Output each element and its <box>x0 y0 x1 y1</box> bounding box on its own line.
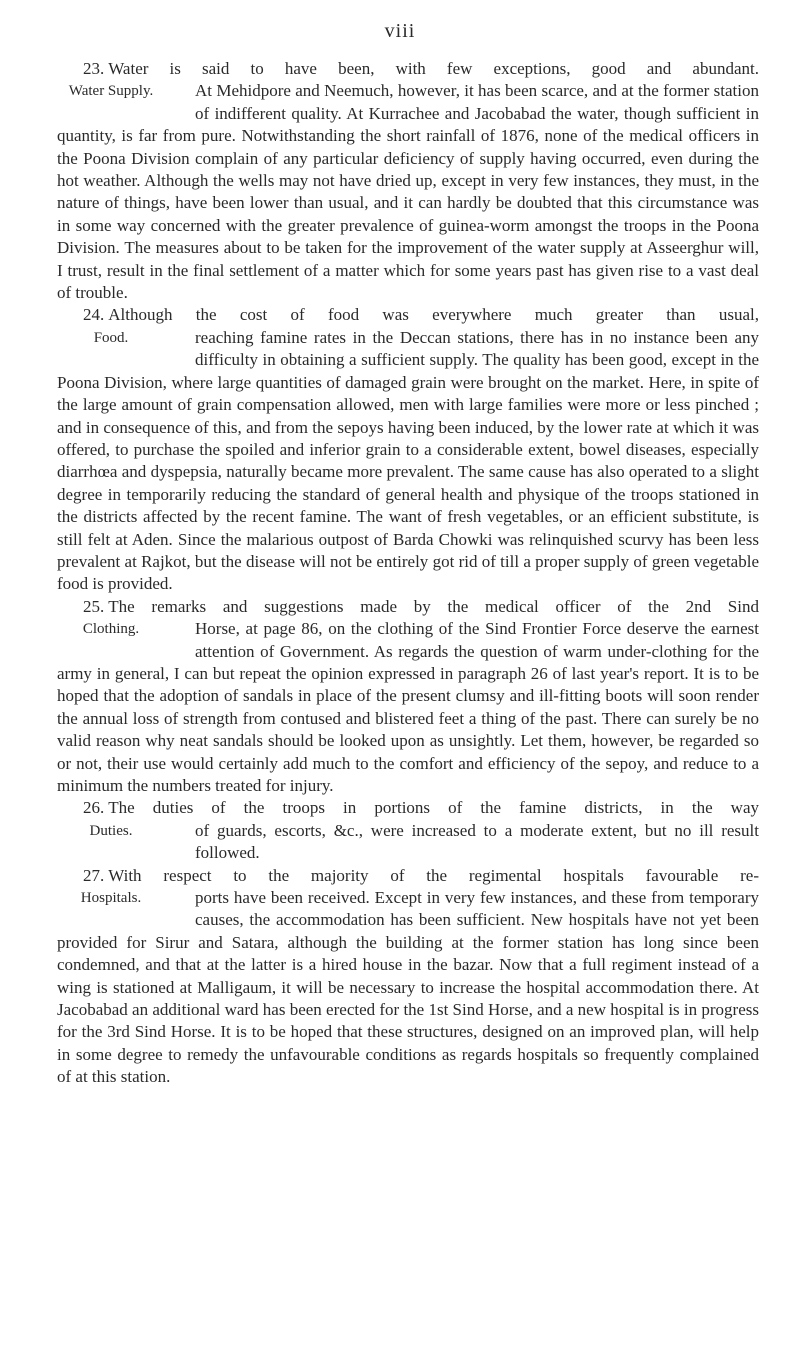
margin-note-food: Food. <box>93 329 129 346</box>
margin-note-water-supply: Water Supply. <box>68 83 154 100</box>
paragraph-number: 26. <box>83 798 105 818</box>
paragraph-text: Horse, at page 86, on the clothing of the Sind Frontier Force deserve the earnest attention of Government. As regards the question of warm under-clothing for the army in general, I can but repeat the opinion expressed in paragraph 26 of last year's report. It is to be hoped that the adoption of sandals in place of the present clumsy and ill-fitting boots will soon render the annual loss of strength from contused and blistered feet a thing of the past. There can surely be no valid reason why neat sandals should be looked upon as unsightly. Let them, however, be regarded so or not, their use would certainly add much to the comfort and efficiency of the sepoy, and reduce to a minimum the numbers treated for injury. <box>57 619 759 795</box>
paragraph-27 <box>57 865 759 1089</box>
margin-note-duties: Duties. <box>89 822 133 839</box>
paragraph-number: 25. <box>83 596 105 616</box>
paragraph-first-line <box>57 304 759 326</box>
paragraph-lead: The duties of the troops in portions of the famine districts, in the way <box>108 798 759 818</box>
paragraph-23 <box>57 58 759 304</box>
paragraph-first-line <box>57 596 759 618</box>
paragraph-25 <box>57 596 759 798</box>
paragraph-number: 23. <box>83 59 105 78</box>
paragraph-first-line <box>57 58 759 80</box>
paragraph-text: of guards, escorts, &c., were increased to a moderate extent, but no ill result followed. <box>195 820 759 863</box>
paragraph-lead: With respect to the majority of the regimental hospitals favourable re- <box>108 865 759 885</box>
paragraph-number: 24. <box>83 305 105 325</box>
paragraph-first-line <box>57 797 759 819</box>
body-text <box>57 58 759 1089</box>
paragraph-26 <box>57 797 759 864</box>
paragraph-text: reaching famine rates in the Deccan stations, there has in no instance been any difficulty in obtaining a sufficient supply. The quality has been good, except in the Poona Division, where large quantities of damaged grain were brought on the market. Here, in spite of the large amount of grain compensation allowed, men with large families were more or less pinched ; and in consequence of this, and from the sepoys having been induced, by the lower rate at which it was offered, to purchase the spoiled and inferior grain to a considerable extent, bowel diseases, especially diarrhœa and dyspepsia, naturally became more prevalent. The same cause has also operated to a slight degree in temporarily reducing the standard of general health and physique of the troops stationed in the districts affected by the recent famine. The want of fresh vegetables, or an efficient substitute, is still felt at Aden. Since the malarious outpost of Barda Chowki was relinquished scurvy has been less prevalent at Rajkot, but the disease will not be entirely got rid of till a proper supply of green vegetable food is provided. <box>57 327 759 594</box>
paragraph-text: ports have been received. Except in very few instances, and these from temporary causes, the accommodation has been sufficient. New hospitals have not yet been provided for Sirur and Satara, although the building at the former station has long since been condemned, and that at the latter is a hired house in the bazar. Now that a full regiment instead of a wing is stationed at Malligaum, it will be necessary to increase the hospital accommodation there. At Jacobabad an additional ward has been erected for the 1st Sind Horse, and a new hospital is in progress for the 3rd Sind Horse. It is to be hoped that these structures, designed on an improved plan, will help in some degree to remedy the unfavourable conditions as regards hospitals so frequently complained of at this station. <box>57 888 759 1087</box>
margin-note-hospitals: Hospitals. <box>80 890 142 907</box>
paragraph-text: At Mehidpore and Neemuch, however, it has been scarce, and at the former station of indifferent quality. At Kurrachee and Jacobabad the water, though sufficient in quantity, is far from pure. Notwithstanding the short rainfall of 1876, none of the medical officers in the Poona Division complain of any particular deficiency of supply having occurred, even during the hot weather. Although the wells may not have dried up, except in very few instances, they must, in the nature of things, have been lower than usual, and it can hardly be doubted that this circumstance was in some way concerned with the greater prevalence of guinea-worm amongst the troops in the Poona Division. The measures about to be taken for the improvement of the water supply at Asseerghur will, I trust, result in the final settlement of a matter which for some years past has given rise to a vast deal of trouble. <box>57 81 759 303</box>
paragraph-first-line <box>57 865 759 887</box>
paragraph-24 <box>57 304 759 595</box>
margin-note-clothing: Clothing. <box>82 621 140 638</box>
paragraph-lead: The remarks and suggestions made by the medical officer of the 2nd Sind <box>108 596 759 616</box>
paragraph-lead: Although the cost of food was everywhere much greater than usual, <box>108 305 759 325</box>
paragraph-lead: Water is said to have been, with few exceptions, good and abundant. <box>108 59 759 78</box>
page-number: viii <box>384 20 416 42</box>
paragraph-number: 27. <box>83 865 105 885</box>
